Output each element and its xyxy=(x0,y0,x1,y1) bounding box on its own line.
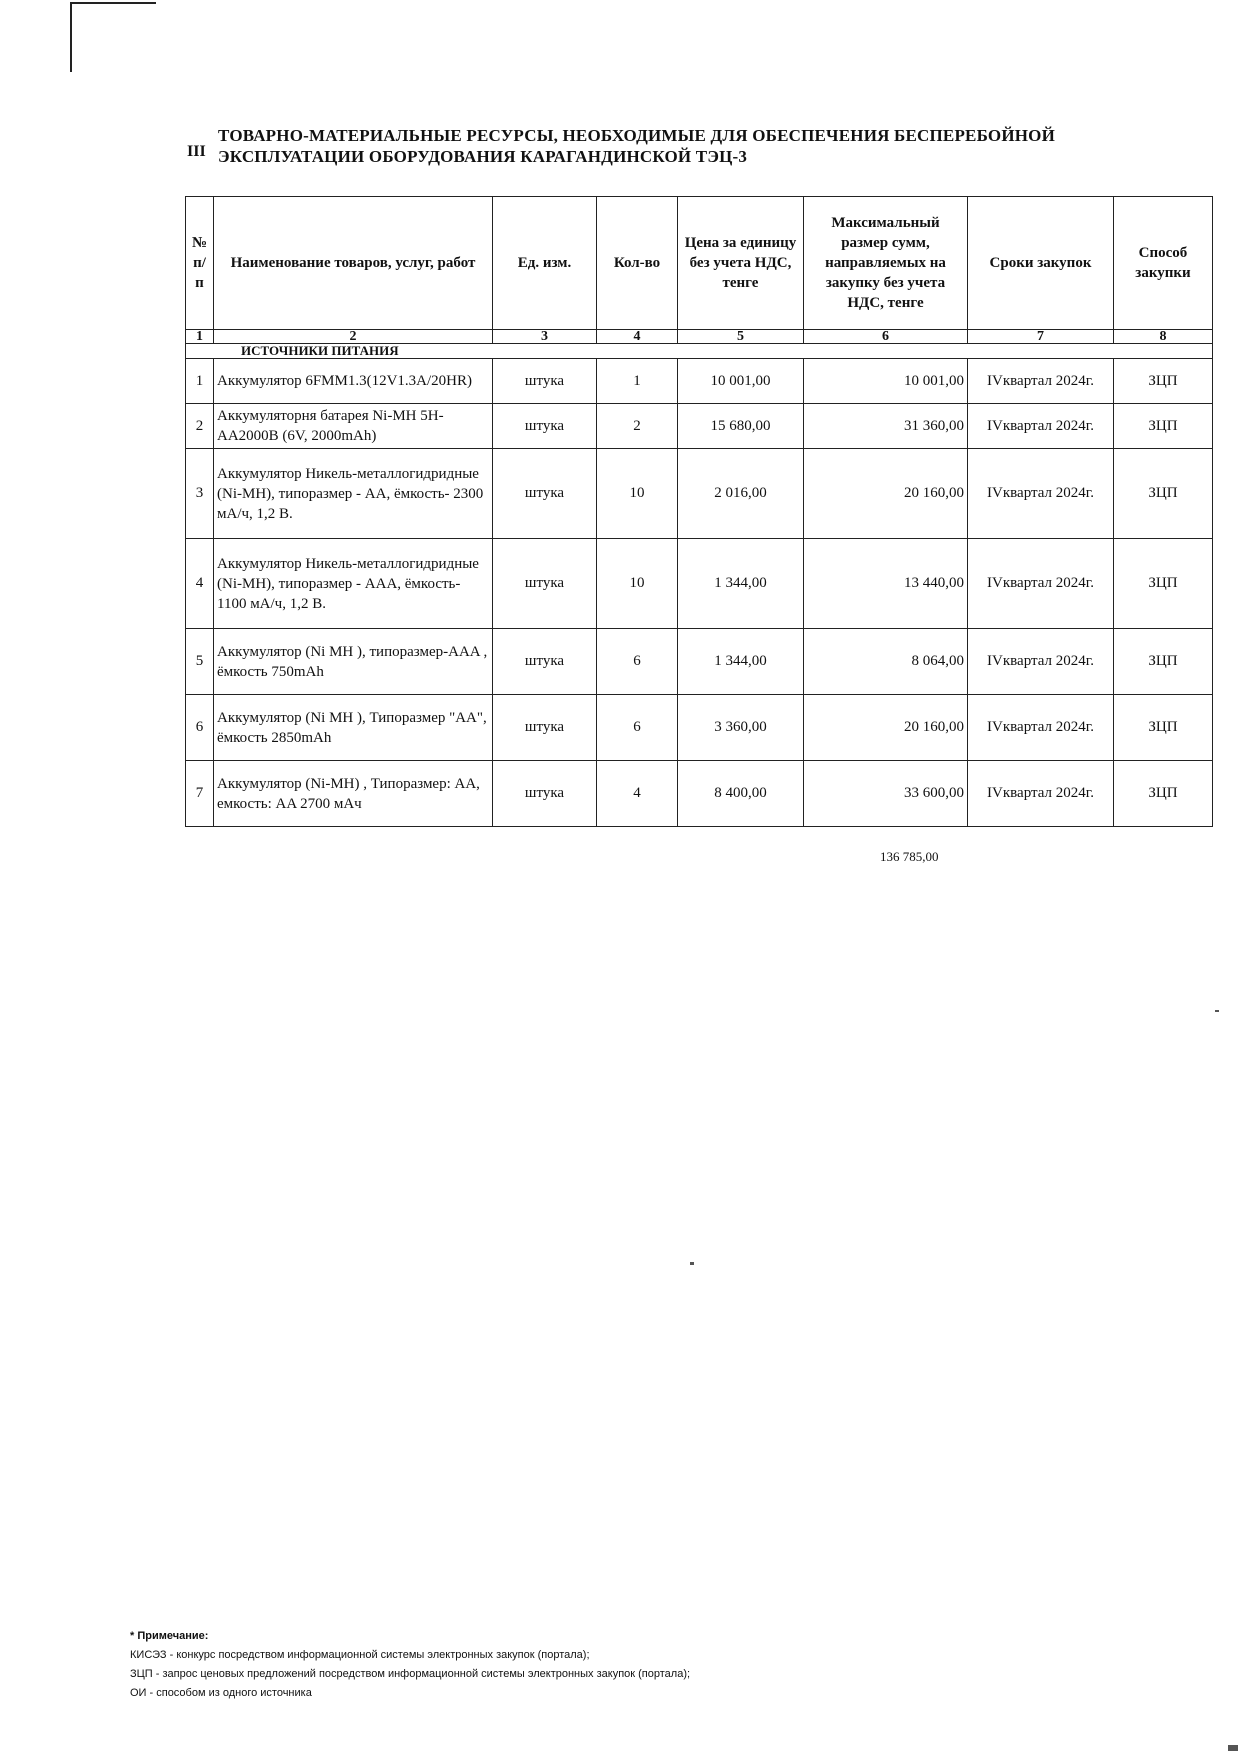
item-quantity: 10 xyxy=(597,539,678,629)
item-name: Аккумулятор 6FMM1.3(12V1.3A/20HR) xyxy=(214,359,493,404)
header-procurement-method: Способ закупки xyxy=(1114,197,1213,330)
procurement-table xyxy=(185,196,1213,827)
item-procurement-method: ЗЦП xyxy=(1114,404,1213,449)
item-max-sum: 8 064,00 xyxy=(804,629,968,695)
item-procurement-term: IVквартал 2024г. xyxy=(968,404,1114,449)
column-number: 1 xyxy=(186,330,214,344)
column-number: 5 xyxy=(678,330,804,344)
item-unit: штука xyxy=(493,695,597,761)
header-unit-price: Цена за единицу без учета НДС, тенге xyxy=(678,197,804,330)
row-number: 4 xyxy=(186,539,214,629)
item-quantity: 2 xyxy=(597,404,678,449)
scan-speck xyxy=(1215,1010,1219,1012)
item-unit-price: 15 680,00 xyxy=(678,404,804,449)
column-number-row xyxy=(186,330,1213,344)
document-title-block xyxy=(187,125,1130,167)
table-row xyxy=(186,359,1213,404)
item-name: Аккумулятор (Ni MH ), типоразмер-AAA , ёмкость 750mAh xyxy=(214,629,493,695)
item-name: Аккумуляторня батарея Ni-MH 5H-AA2000B (6V, 2000mAh) xyxy=(214,404,493,449)
item-unit: штука xyxy=(493,629,597,695)
item-procurement-term: IVквартал 2024г. xyxy=(968,695,1114,761)
footnote-heading: * Примечание: xyxy=(130,1630,209,1642)
item-procurement-term: IVквартал 2024г. xyxy=(968,761,1114,827)
footnote-line: ОИ - способом из одного источника xyxy=(130,1687,312,1699)
section-spacer xyxy=(597,344,1114,359)
column-number: 3 xyxy=(493,330,597,344)
item-quantity: 4 xyxy=(597,761,678,827)
item-quantity: 6 xyxy=(597,695,678,761)
item-procurement-method: ЗЦП xyxy=(1114,695,1213,761)
column-number: 6 xyxy=(804,330,968,344)
item-procurement-term: IVквартал 2024г. xyxy=(968,539,1114,629)
column-number: 8 xyxy=(1114,330,1213,344)
table-row xyxy=(186,404,1213,449)
table-row xyxy=(186,695,1213,761)
header-name: Наименование товаров, услуг, работ xyxy=(214,197,493,330)
item-quantity: 6 xyxy=(597,629,678,695)
table-row xyxy=(186,761,1213,827)
item-max-sum: 13 440,00 xyxy=(804,539,968,629)
table-total: 136 785,00 xyxy=(880,849,939,864)
item-procurement-method: ЗЦП xyxy=(1114,539,1213,629)
item-procurement-term: IVквартал 2024г. xyxy=(968,629,1114,695)
item-procurement-method: ЗЦП xyxy=(1114,629,1213,695)
column-number: 2 xyxy=(214,330,493,344)
scan-corner-mark-top xyxy=(70,2,156,4)
item-name: Аккумулятор Никель-металлогидридные (Ni-MH), типоразмер - AAA, ёмкость- 1100 мА/ч, 1,2 В. xyxy=(214,539,493,629)
table-row xyxy=(186,449,1213,539)
column-number: 7 xyxy=(968,330,1114,344)
scan-corner-mark xyxy=(70,2,72,72)
table-header-row xyxy=(186,197,1213,330)
section-label: ИСТОЧНИКИ ПИТАНИЯ xyxy=(186,344,597,359)
item-unit-price: 3 360,00 xyxy=(678,695,804,761)
item-unit-price: 8 400,00 xyxy=(678,761,804,827)
header-unit: Ед. изм. xyxy=(493,197,597,330)
item-unit-price: 2 016,00 xyxy=(678,449,804,539)
item-max-sum: 20 160,00 xyxy=(804,695,968,761)
item-unit: штука xyxy=(493,539,597,629)
section-row xyxy=(186,344,1213,359)
footnote-line: ЗЦП - запрос ценовых предложений посредством информационной системы электронных закупок (портала); xyxy=(130,1668,691,1680)
item-max-sum: 20 160,00 xyxy=(804,449,968,539)
item-unit: штука xyxy=(493,359,597,404)
item-procurement-method: ЗЦП xyxy=(1114,449,1213,539)
header-max-sum: Максимальный размер сумм, направляемых на закупку без учета НДС, тенге xyxy=(804,197,968,330)
item-procurement-term: IVквартал 2024г. xyxy=(968,359,1114,404)
item-unit: штука xyxy=(493,449,597,539)
row-number: 3 xyxy=(186,449,214,539)
item-max-sum: 10 001,00 xyxy=(804,359,968,404)
item-name: Аккумулятор (Ni-MH) , Типоразмер: AA, емкость: AA 2700 мАч xyxy=(214,761,493,827)
column-number: 4 xyxy=(597,330,678,344)
item-unit: штука xyxy=(493,761,597,827)
table-row xyxy=(186,539,1213,629)
footnote-line: КИСЭЗ - конкурс посредством информационной системы электронных закупок (портала); xyxy=(130,1649,590,1661)
row-number: 1 xyxy=(186,359,214,404)
table-row xyxy=(186,629,1213,695)
item-name: Аккумулятор Никель-металлогидридные (Ni-MH), типоразмер - AA, ёмкость- 2300 мА/ч, 1,2 В. xyxy=(214,449,493,539)
item-procurement-method: ЗЦП xyxy=(1114,359,1213,404)
item-unit-price: 10 001,00 xyxy=(678,359,804,404)
header-quantity: Кол-во xyxy=(597,197,678,330)
footnotes xyxy=(130,1627,690,1703)
row-number: 7 xyxy=(186,761,214,827)
item-unit-price: 1 344,00 xyxy=(678,539,804,629)
section-spacer xyxy=(1114,344,1213,359)
scan-speck xyxy=(690,1262,694,1265)
header-number: № п/п xyxy=(186,197,214,330)
document-title: ТОВАРНО-МАТЕРИАЛЬНЫЕ РЕСУРСЫ, НЕОБХОДИМЫЕ ДЛЯ ОБЕСПЕЧЕНИЯ БЕСПЕРЕБОЙНОЙ ЭКСПЛУАТАЦИИ ОБОРУДОВАНИЯ КАРАГАНДИНСКОЙ ТЭЦ-3 xyxy=(218,126,1056,166)
item-name: Аккумулятор (Ni MH ), Типоразмер "AA", ёмкость 2850mAh xyxy=(214,695,493,761)
item-max-sum: 33 600,00 xyxy=(804,761,968,827)
section-number: III xyxy=(187,143,206,160)
item-unit-price: 1 344,00 xyxy=(678,629,804,695)
item-procurement-term: IVквартал 2024г. xyxy=(968,449,1114,539)
row-number: 6 xyxy=(186,695,214,761)
item-max-sum: 31 360,00 xyxy=(804,404,968,449)
item-quantity: 10 xyxy=(597,449,678,539)
header-procurement-term: Сроки закупок xyxy=(968,197,1114,330)
scan-speck xyxy=(1228,1745,1238,1751)
item-procurement-method: ЗЦП xyxy=(1114,761,1213,827)
row-number: 5 xyxy=(186,629,214,695)
item-unit: штука xyxy=(493,404,597,449)
item-quantity: 1 xyxy=(597,359,678,404)
row-number: 2 xyxy=(186,404,214,449)
